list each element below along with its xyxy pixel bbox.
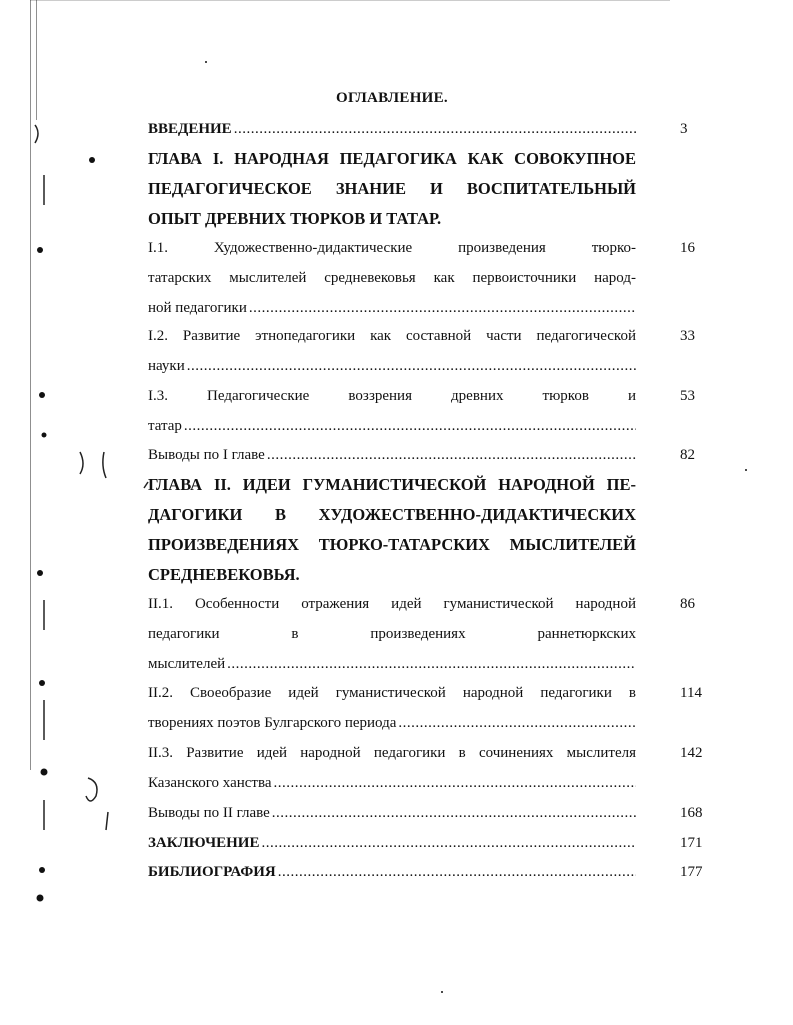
toc-entry-conclusion [148,828,636,858]
section-line: II.3. Развитие идей народной педагогики в сочинениях мыслителя [148,745,636,761]
dot-leader [249,293,636,323]
dot-leader [267,440,636,470]
dot-leader [234,114,636,144]
page-number: 142 [680,745,703,761]
section-line: Выводы по I главе [148,447,265,463]
section-line: II.1. Особенности отражения идей гуманистической народной [148,596,636,612]
section-line: татарских мыслителей средневековья как первоисточники народ- [148,270,636,286]
dot-leader [272,798,636,828]
chapter-heading-line: ДАГОГИКИ В ХУДОЖЕСТВЕННО-ДИДАКТИЧЕСКИХ [148,505,636,524]
page-number: 53 [680,388,695,404]
chapter-heading-line: СРЕДНЕВЕКОВЬЯ. [148,565,300,584]
chapter-heading-line: ГЛАВА I. НАРОДНАЯ ПЕДАГОГИКА КАК СОВОКУПНОЕ [148,149,636,168]
entry-label: БИБЛИОГРАФИЯ [148,864,276,880]
section-line: II.2. Своеобразие идей гуманистической народной педагогики в [148,685,636,701]
section-line: творениях поэтов Булгарского периода [148,715,397,731]
section-line: Казанского ханства [148,775,272,791]
toc-entry-section [148,589,636,679]
toc-entry-summary [148,798,636,828]
toc-entry-section [148,738,636,798]
chapter-heading-line: ПЕДАГОГИЧЕСКОЕ ЗНАНИЕ И ВОСПИТАТЕЛЬНЫЙ [148,179,636,198]
dot-leader [274,768,636,798]
dot-leader [184,411,636,441]
chapter-heading [148,144,636,234]
toc-entry-bibliography [148,857,636,887]
page-number: 82 [680,447,695,463]
dot-leader [398,708,636,738]
toc-entry-section [148,381,636,441]
section-line: ной педагогики [148,300,247,316]
page-number: 3 [680,121,688,137]
toc-entry-section [148,233,636,323]
section-line: мыслителей [148,656,226,672]
entry-label: ЗАКЛЮЧЕНИЕ [148,835,260,851]
section-line: I.1. Художественно-дидактические произведения тюрко- [148,240,636,256]
toc-entry-intro [148,114,636,144]
chapter-heading [148,470,636,590]
toc-entry-section [148,321,636,381]
toc-title: ОГЛАВЛЕНИЕ. [336,90,448,106]
chapter-heading-line: ОПЫТ ДРЕВНИХ ТЮРКОВ И ТАТАР. [148,209,442,228]
section-line: I.3. Педагогические воззрения древних тюрков и [148,388,636,404]
dot-leader [187,351,636,381]
page-number: 168 [680,805,703,821]
page-number: 33 [680,328,695,344]
toc-entry-section [148,678,636,738]
page-number: 86 [680,596,695,612]
page-number: 16 [680,240,695,256]
dot-leader [227,649,636,679]
page-number: 177 [680,864,703,880]
section-line: I.2. Развитие этнопедагогики как составной части педагогической [148,328,636,344]
section-line: Выводы по II главе [148,805,270,821]
toc-entry-summary [148,440,636,470]
page-number: 114 [680,685,702,701]
entry-label: ВВЕДЕНИЕ [148,121,232,137]
section-line: татар [148,418,182,434]
section-line: науки [148,358,185,374]
dot-leader [261,828,636,858]
section-line: педагогики в произведениях раннетюркских [148,626,636,642]
chapter-heading-line: ПРОИЗВЕДЕНИЯХ ТЮРКО-ТАТАРСКИХ МЫСЛИТЕЛЕЙ [148,535,636,554]
dot-leader [278,857,636,887]
page-number: 171 [680,835,703,851]
chapter-heading-line: ГЛАВА II. ИДЕИ ГУМАНИСТИЧЕСКОЙ НАРОДНОЙ ПЕ- [148,475,636,494]
